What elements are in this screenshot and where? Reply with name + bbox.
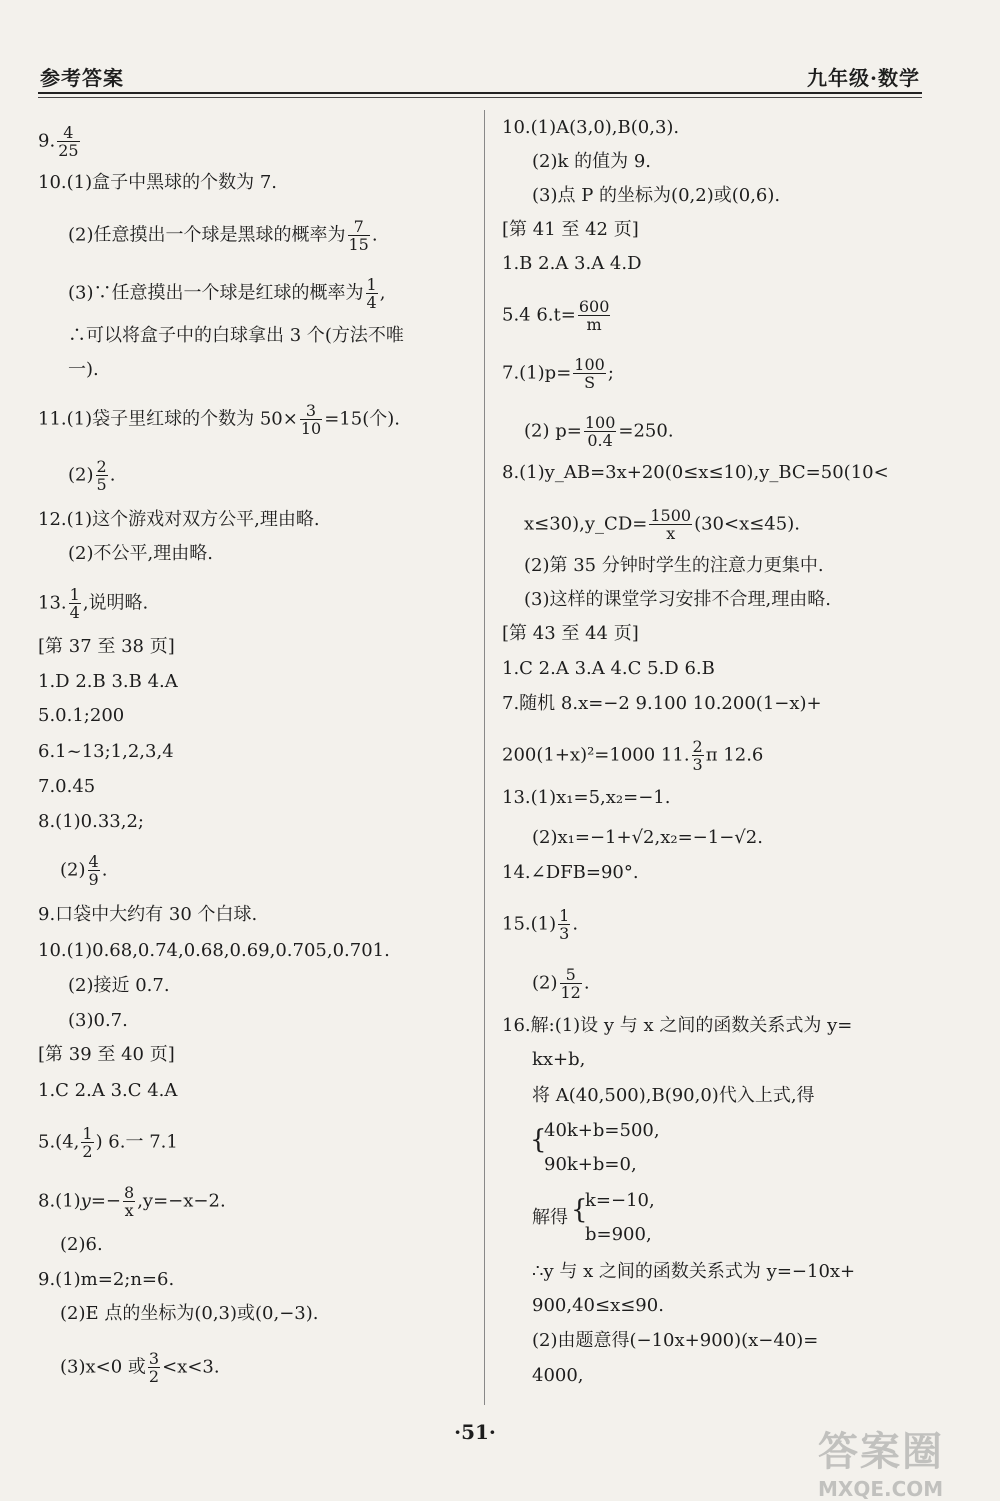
answer-line: (2)x₁=−1+√2,x₂=−1−√2. [532,827,763,848]
answer-line: 将 A(40,500),B(90,0)代入上式,得 [532,1085,815,1106]
answer-line: ∴可以将盒子中的白球拿出 3 个(方法不唯 [68,325,404,346]
answer-line: 15.(1) $\frac{1}{3}$ . [502,906,579,943]
watermark-logo: 答案圈 MXQE.COM [818,1429,944,1501]
fraction: $\frac{3}{2}$ [148,1349,160,1386]
answer-line: ∴y 与 x 之间的函数关系式为 y=−10x+ [532,1261,856,1282]
header-right-title: 九年级·数学 [807,66,920,90]
answer-line: 一). [68,359,99,380]
answer-line: 11.(1)袋子里红球的个数为 50× $\frac{3}{10}$ =15(个). [38,401,400,438]
answer-line: 5.(4, $\frac{1}{2}$ ) 6.一 7.1 [38,1124,178,1161]
answer-line: (2)由题意得(−10x+900)(x−40)= [532,1330,819,1351]
answer-line: 9. $\frac{4}{25}$ [38,123,79,160]
answer-line: 900,40≤x≤90. [532,1295,664,1316]
fraction: $\frac{3}{10}$ [300,401,322,438]
answer-line: (2) $\frac{2}{5}$ . [68,457,116,494]
answer-line: 1.C 2.A 3.C 4.A [38,1080,178,1101]
fraction: $\frac{1}{2}$ [82,1124,93,1161]
fraction: $\frac{4}{25}$ [58,123,79,160]
answer-line: 1.B 2.A 3.A 4.D [502,253,642,274]
answer-line: 10.(1)盒子中黑球的个数为 7. [38,172,278,193]
fraction: $\frac{600}{m}$ [578,297,610,334]
answer-line: 8.(1)0.33,2; [38,811,144,832]
answer-line: 7.(1)p= $\frac{100}{S}$ ; [502,355,614,392]
answer-line: b=900, [585,1224,652,1245]
answer-line: 9.(1)m=2;n=6. [38,1269,175,1290]
fraction: $\frac{1}{3}$ [559,906,570,943]
system-brace: { [530,1125,547,1155]
answer-line: 7.随机 8.x=−2 9.100 10.200(1−x)+ [502,693,822,714]
answer-line: 解得 [532,1207,568,1228]
answer-line: (3)点 P 的坐标为(0,2)或(0,6). [532,185,781,206]
fraction: $\frac{7}{15}$ [348,217,369,254]
fraction: $\frac{2}{3}$ [692,737,703,774]
answer-line: x≤30),y_CD= $\frac{1500}{x}$ (30<x≤45). [524,506,800,543]
answer-line: 9.口袋中大约有 30 个白球. [38,904,258,925]
answer-line: 5.4 6.t= $\frac{600}{m}$ [502,297,610,334]
answer-line: (2)6. [60,1234,103,1255]
column-divider [484,110,485,1405]
fraction: $\frac{1500}{x}$ [650,506,692,543]
fraction: $\frac{1}{4}$ [69,585,80,622]
fraction: $\frac{5}{12}$ [560,965,581,1002]
answer-line: 7.0.45 [38,776,96,797]
header-rule-thin [38,97,922,98]
answer-line: 10.(1)0.68,0.74,0.68,0.69,0.705,0.701. [38,940,390,961]
answer-line: 12.(1)这个游戏对双方公平,理由略. [38,509,320,530]
answer-line: 14.∠DFB=90°. [502,862,639,883]
answer-line: 1.C 2.A 3.A 4.C 5.D 6.B [502,658,715,679]
answer-line: 5.0.1;200 [38,705,125,726]
answer-line: (3)这样的课堂学习安排不合理,理由略. [524,589,831,610]
answer-line: 1.D 2.B 3.B 4.A [38,671,178,692]
answer-line: (2)任意摸出一个球是黑球的概率为 $\frac{7}{15}$ . [68,217,378,254]
answer-line: 40k+b=500, [544,1120,660,1141]
fraction: $\frac{1}{4}$ [366,275,377,312]
header-rule-thick [38,92,922,94]
answer-line: 6.1~13;1,2,3,4 [38,741,174,762]
section-heading: [第 39 至 40 页] [38,1044,175,1065]
section-heading: [第 37 至 38 页] [38,636,175,657]
answer-line: (3)0.7. [68,1010,128,1031]
section-heading: [第 43 至 44 页] [502,623,639,644]
answer-line: 8.(1)y_AB=3x+20(0≤x≤10),y_BC=50(10< [502,462,889,483]
answer-line: (3)∵任意摸出一个球是红球的概率为 $\frac{1}{4}$ , [68,275,386,312]
answer-line: (2)接近 0.7. [68,975,170,996]
header-left-title: 参考答案 [40,66,124,90]
fraction: $\frac{8}{x}$ [124,1183,135,1220]
fraction: $\frac{100}{S}$ [574,355,605,392]
fraction: $\frac{2}{5}$ [96,457,107,494]
system-brace: { [571,1195,588,1225]
answer-line: 90k+b=0, [544,1154,637,1175]
answer-line: k=−10, [585,1190,655,1211]
answer-line: (2) p= $\frac{100}{0.4}$ =250. [524,413,674,450]
answer-line: (2)不公平,理由略. [68,543,213,564]
answer-line: 16.解:(1)设 y 与 x 之间的函数关系式为 y= [502,1015,853,1036]
answer-line: (2)E 点的坐标为(0,3)或(0,−3). [60,1303,319,1324]
answer-line: (2)第 35 分钟时学生的注意力更集中. [524,555,824,576]
answer-line: (2) $\frac{4}{9}$ . [60,852,108,889]
answer-line: kx+b, [532,1049,586,1070]
answer-line: (3)x<0 或 $\frac{3}{2}$ <x<3. [60,1349,220,1386]
answer-line: 4000, [532,1365,584,1386]
answer-line: 8.(1)y=− $\frac{8}{x}$ ,y=−x−2. [38,1183,226,1220]
answer-line: (2)k 的值为 9. [532,151,652,172]
answer-line: 13. $\frac{1}{4}$ ,说明略. [38,585,149,622]
fraction: $\frac{100}{0.4}$ [584,413,616,450]
answer-line: 10.(1)A(3,0),B(0,3). [502,117,680,138]
section-heading: [第 41 至 42 页] [502,219,639,240]
answer-line: 200(1+x)²=1000 11. $\frac{2}{3}$ π 12.6 [502,737,764,774]
fraction: $\frac{4}{9}$ [88,852,99,889]
answer-line: (2) $\frac{5}{12}$ . [532,965,590,1002]
page-number: ·51· [454,1420,496,1444]
answer-line: 13.(1)x₁=5,x₂=−1. [502,787,671,808]
